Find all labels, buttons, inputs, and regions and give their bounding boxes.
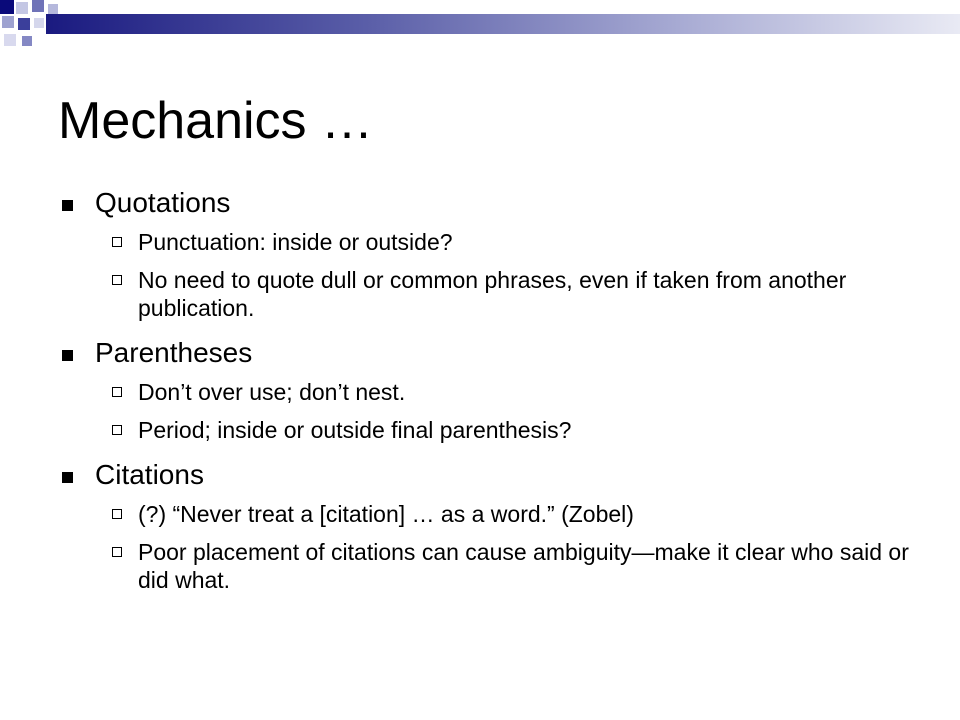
- header-square: [4, 34, 16, 46]
- header-square: [2, 16, 14, 28]
- header-square: [48, 4, 58, 14]
- header-square: [34, 18, 44, 28]
- list-item: Poor placement of citations can cause ambiguity—make it clear who said or did what.: [95, 538, 910, 594]
- header-square: [18, 18, 30, 30]
- list-item: (?) “Never treat a [citation] … as a word.” (Zobel): [95, 500, 910, 528]
- sub-list: [95, 228, 910, 322]
- header-gradient-bar: [46, 14, 960, 34]
- list-item: Don’t over use; don’t nest.: [95, 378, 910, 406]
- section-citations: [60, 458, 910, 594]
- section-parentheses: [60, 336, 910, 444]
- header-square: [16, 2, 28, 14]
- section-heading: Quotations: [95, 187, 231, 218]
- sub-list: [95, 378, 910, 444]
- list-item: Punctuation: inside or outside?: [95, 228, 910, 256]
- slide-title: Mechanics …: [58, 92, 373, 150]
- header-square: [0, 0, 14, 14]
- section-quotations: [60, 186, 910, 322]
- list-item: No need to quote dull or common phrases, even if taken from another publication.: [95, 266, 910, 322]
- section-heading: Citations: [95, 459, 204, 490]
- sub-list: [95, 500, 910, 594]
- header-square: [22, 36, 32, 46]
- section-heading: Parentheses: [95, 337, 253, 368]
- slide-content: [60, 186, 910, 608]
- list-item: Period; inside or outside final parenthesis?: [95, 416, 910, 444]
- header-square: [32, 0, 44, 12]
